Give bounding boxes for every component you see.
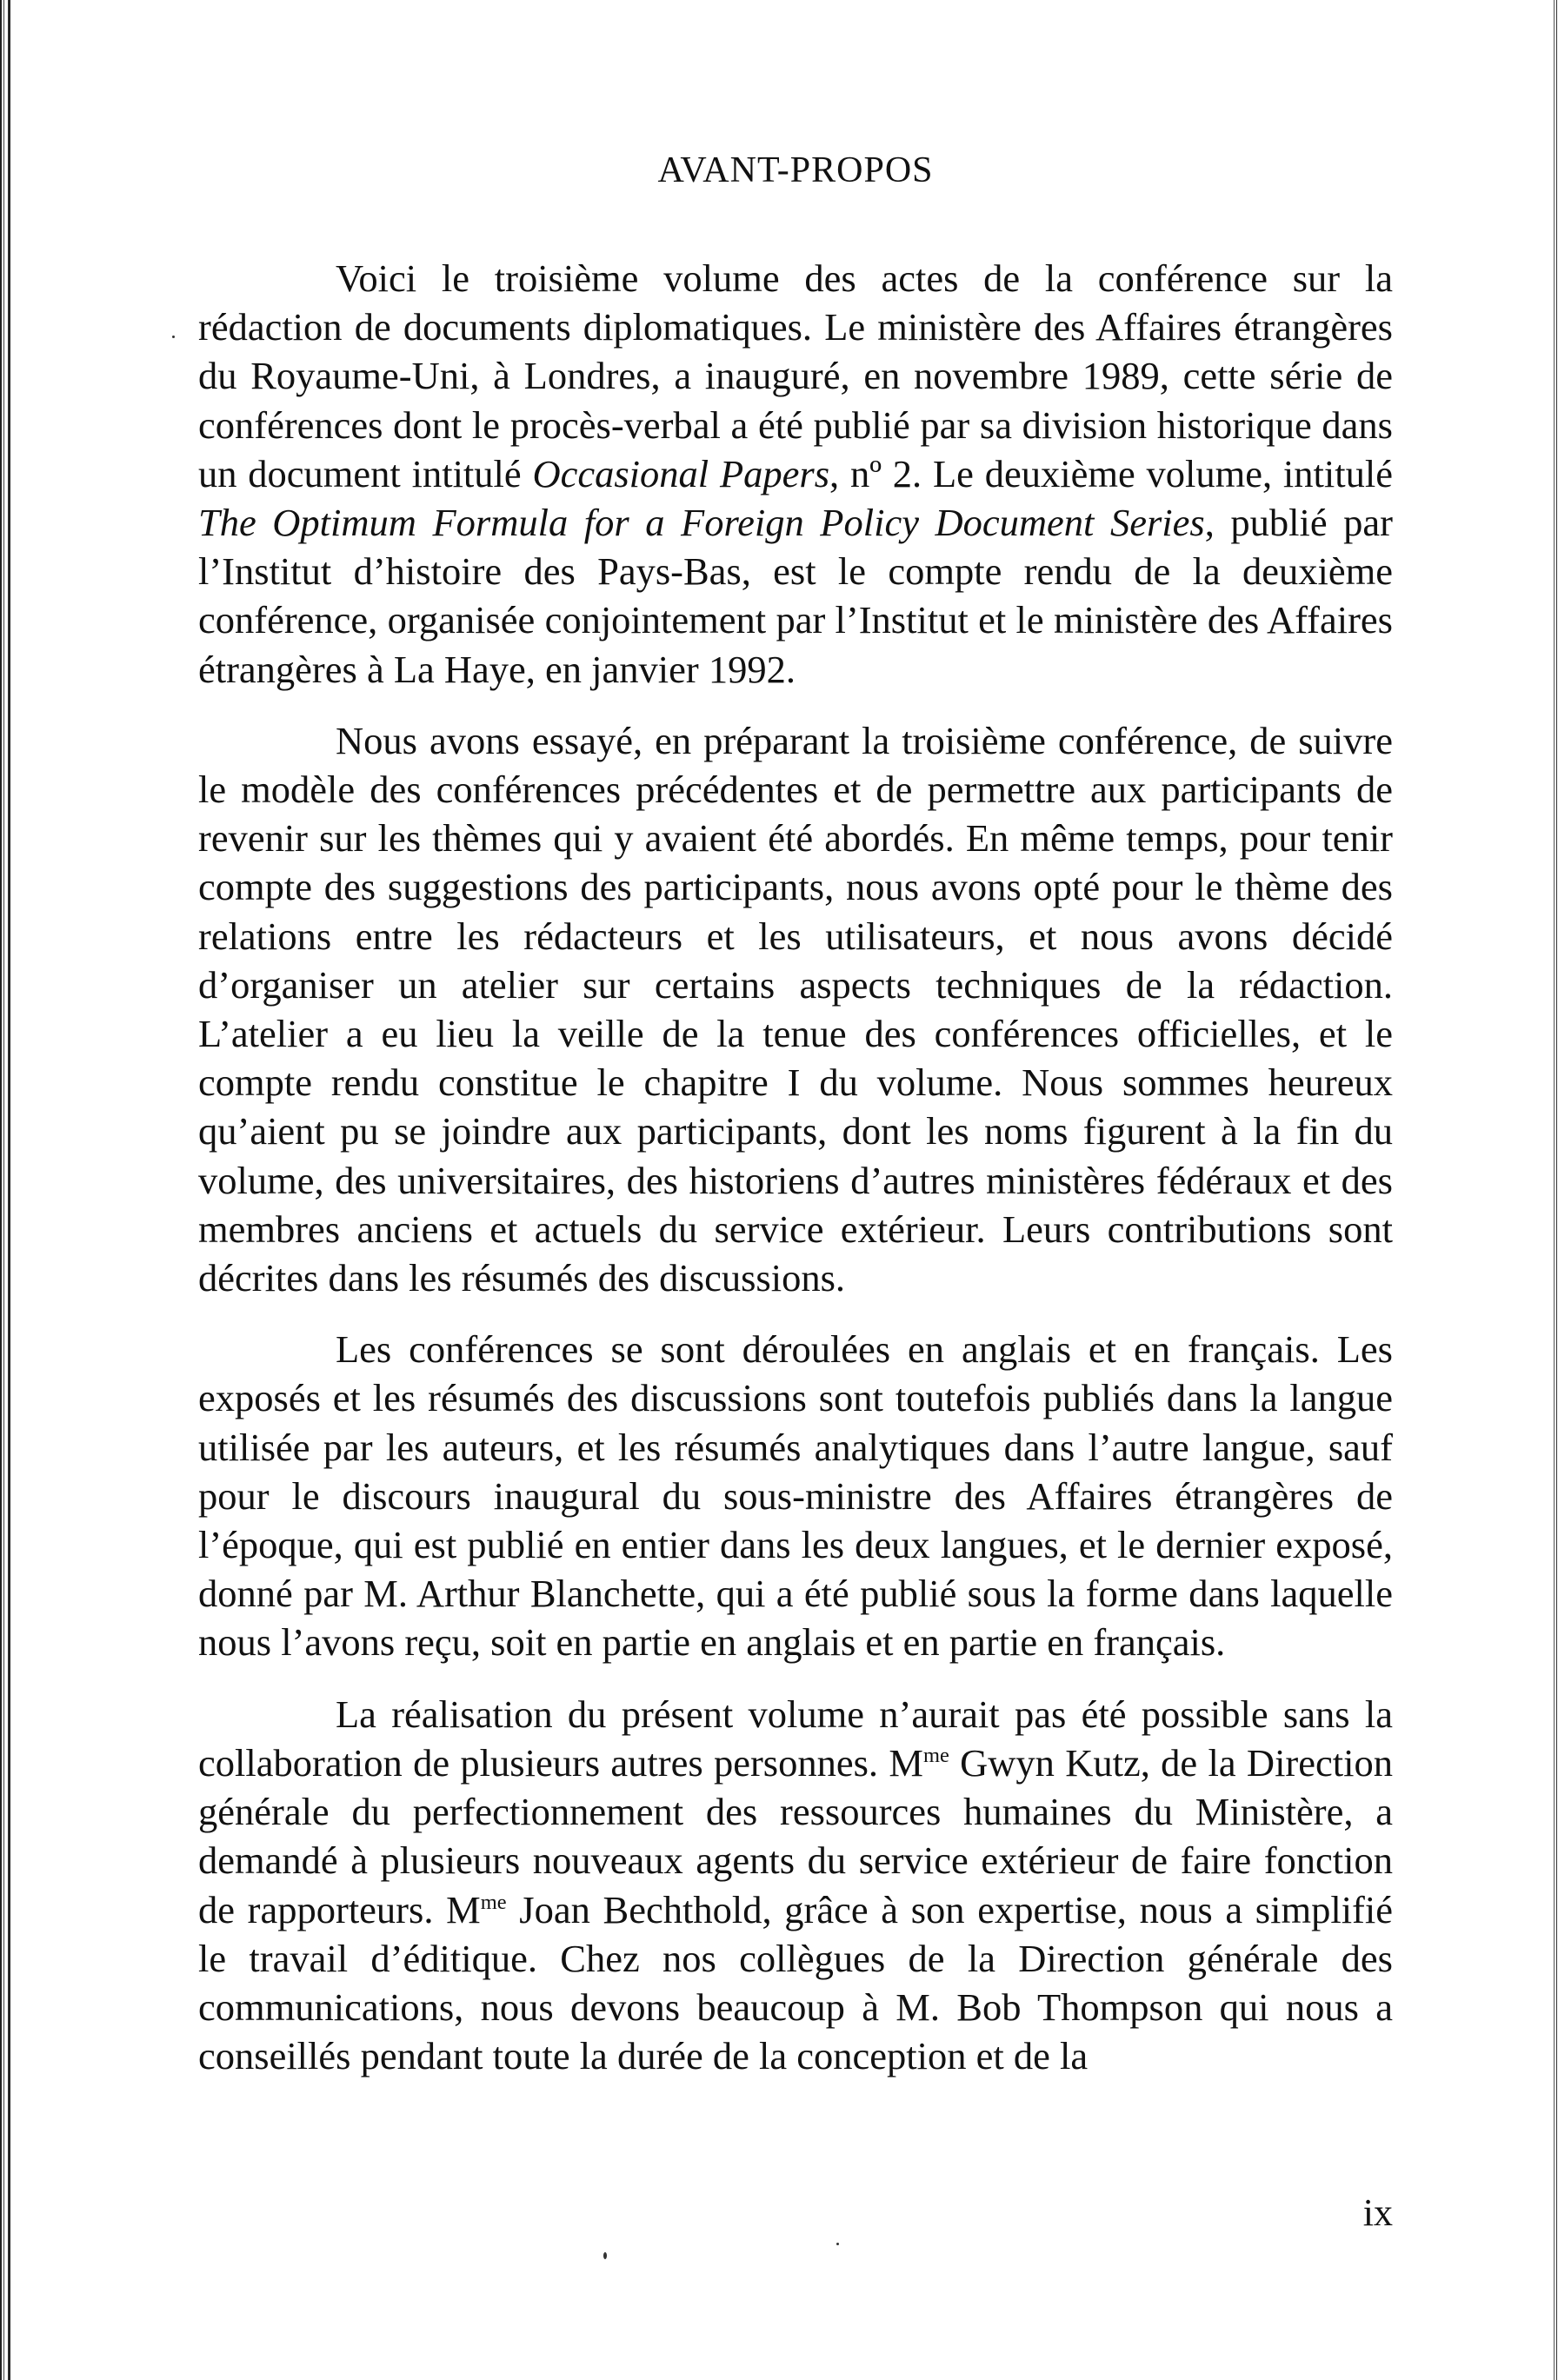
scan-speck [603, 2252, 607, 2259]
paragraph-2: Nous avons essayé, en préparant la troisième conférence, de suivre le modèle des conférences précédentes et de permettre aux participants de revenir sur les thèmes qui y avaient été abordés. En même temps, pour tenir compte des suggestions des participants, nous avons opté pour le thème des relations entre les rédacteurs et les utilisateurs, et nous avons décidé d’organiser un atelier sur certains aspects techniques de la rédaction. L’atelier a eu lieu la veille de la tenue des conférences officielles, et le compte rendu constitue le chapitre I du volume. Nous sommes heureux qu’aient pu se joindre aux participants, dont les noms figurent à la fin du volume, des universitaires, des historiens d’autres ministères fédéraux et des membres anciens et actuels du service extérieur. Leurs contributions sont décrites dans les résumés des discussions. [198, 718, 1393, 1300]
page-title: AVANT-PROPOS [657, 150, 934, 190]
paragraph-4-text-3: Joan Bechthold, grâce à son expertise, nous a simplifié le travail d’éditique. Chez nos collègues de la Direction générale des communications, nous devons beaucoup à M. Bob Thompson qui nous a conseillés pendant toute la durée de la conception et de la [198, 1887, 1393, 2078]
scan-speck [836, 2243, 839, 2245]
scan-speck [172, 336, 175, 338]
superscript-me-1: me [922, 1743, 949, 1767]
paragraph-4-text-2: Gwyn Kutz, de la Direction générale du perfectionnement des ressources humaines du Ministère, a demandé à plusieurs nouveaux agents du service extérieur de faire fonction de rapporteurs. M [198, 1740, 1393, 1931]
page-number: ix [1362, 2191, 1393, 2234]
paragraph-1-text-2: , nº 2. Le deuxième volume, intitulé [829, 451, 1393, 495]
paragraph-4 [198, 1690, 1393, 2081]
paragraph-1-italic-title-1: Occasional Papers [532, 451, 830, 495]
paragraph-1-italic-title-2: The Optimum Formula for a Foreign Policy Document Series [198, 501, 1205, 545]
paragraph-1 [198, 254, 1393, 694]
page-body [198, 130, 1393, 2103]
paragraph-1-text: Voici le troisième volume des actes de la conférence sur la rédaction de documents diplomatiques. Le ministère des Affaires étrangères du Royaume-Uni, à Londres, a inauguré, en novembre 1989, cette série de conférences dont le procès-verbal a été publié par sa division historique dans un document intitulé [198, 256, 1393, 495]
scan-edge-right [1551, 0, 1558, 2380]
paragraph-3: Les conférences se sont déroulées en anglais et en français. Les exposés et les résumés des discussions sont toutefois publiés dans la langue utilisée par les auteurs, et les résumés analytiques dans l’autre langue, sauf pour le discours inaugural du sous-ministre des Affaires étrangères de l’époque, qui est publié en entier dans les deux langues, et le dernier exposé, donné par M. Arthur Blanchette, qui a été publié sous la forme dans laquelle nous l’avons reçu, soit en partie en anglais et en partie en français. [198, 1327, 1393, 1665]
superscript-me-2: me [480, 1890, 507, 1914]
scan-edge-left [0, 0, 12, 2380]
paragraph-4-text: La réalisation du présent volume n’aurait pas été possible sans la collaboration de plusieurs autres personnes. M [198, 1692, 1393, 1785]
paragraph-1-text-3: , publié par l’Institut d’histoire des Pays-Bas, est le compte rendu de la deuxième conférence, organisée conjointement par l’Institut et le ministère des Affaires étrangères à La Haye, en janvier 1992. [198, 501, 1393, 691]
